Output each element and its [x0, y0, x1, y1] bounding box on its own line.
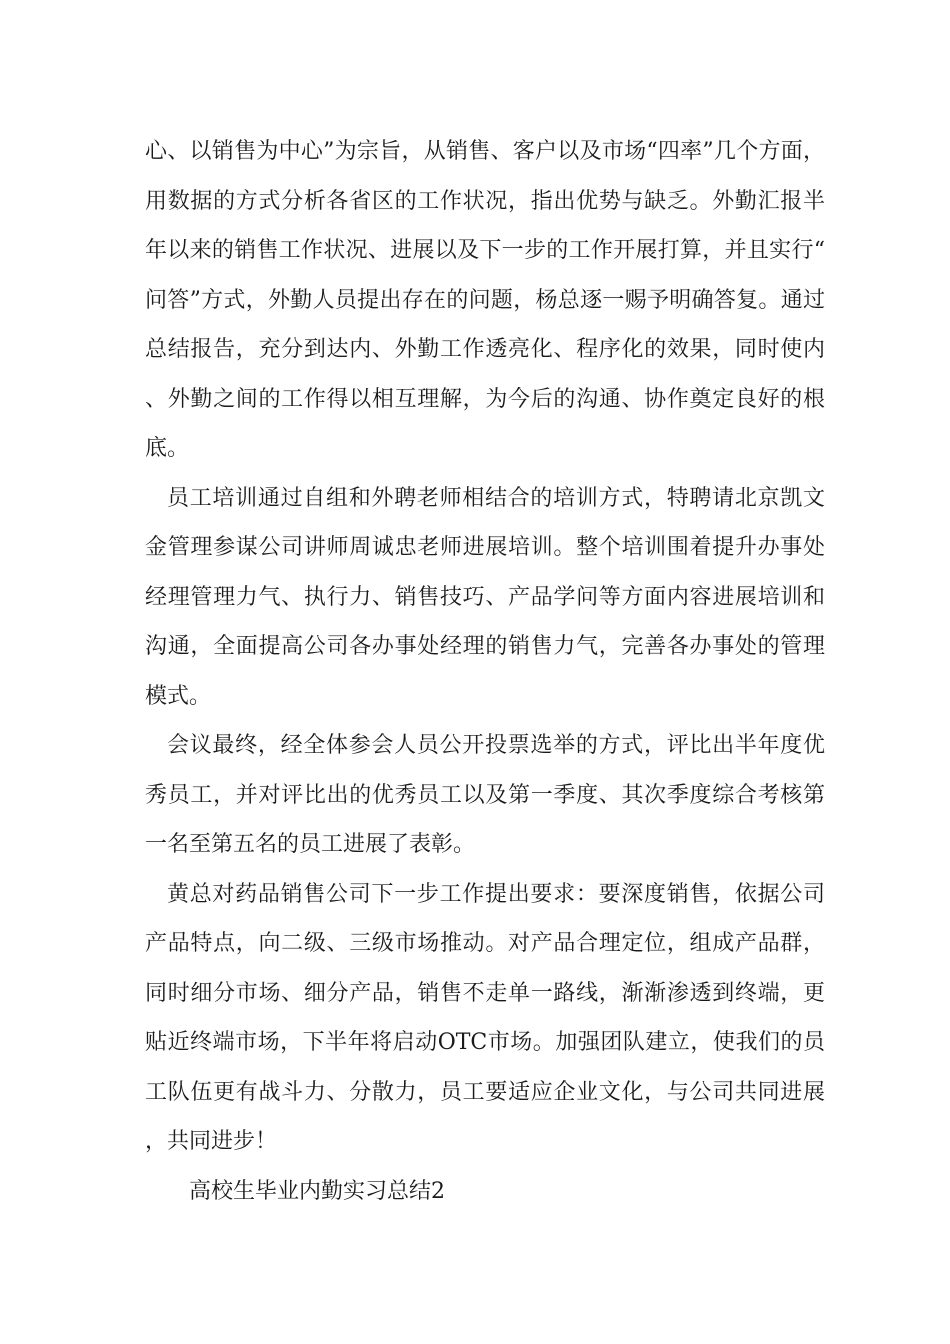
paragraph-staff-training: 员工培训通过自组和外聘老师相结合的培训方式，特聘请北京凯文金管理参谋公司讲师周诚忠老师进展培训。整个培训围着提升办事处经理管理力气、执行力、销售技巧、产品学问等方面内容进展培训和沟通，全面提高公司各办事处经理的销售力气，完善各办事处的管理模式。: [145, 485, 825, 709]
paragraph-summary-report: 心、以销售为中心”为宗旨，从销售、客户以及市场“四率”几个方面，用数据的方式分析各省区的工作状况，指出优势与缺乏。外勤汇报半年以来的销售工作状况、进展以及下一步的工作开展打算，并且实行“问答”方式，外勤人员提出存在的问题，杨总逐一赐予明确答复。通过总结报告，充分到达内、外勤工作透亮化、程序化的效果，同时使内、外勤之间的工作得以相互理解，为今后的沟通、协作奠定良好的根底。: [145, 139, 825, 461]
section-heading: 高校生毕业内勤实习总结2: [189, 1178, 445, 1204]
paragraph-meeting-awards: 会议最终，经全体参会人员公开投票选举的方式，评比出半年度优秀员工，并对评比出的优秀员工以及第一季度、其次季度综合考核第一名至第五名的员工进展了表彰。: [145, 733, 825, 857]
paragraph-next-steps: 黄总对药品销售公司下一步工作提出要求：要深度销售，依据公司产品特点，向二级、三级市场推动。对产品合理定位，组成产品群，同时细分市场、细分产品，销售不走单一路线，渐渐渗透到终端，更贴近终端市场，下半年将启动OTC市场。加强团队建立，使我们的员工队伍更有战斗力、分散力，员工要适应企业文化，与公司共同进展，共同进步！: [145, 881, 825, 1154]
document-body: [145, 127, 825, 1216]
